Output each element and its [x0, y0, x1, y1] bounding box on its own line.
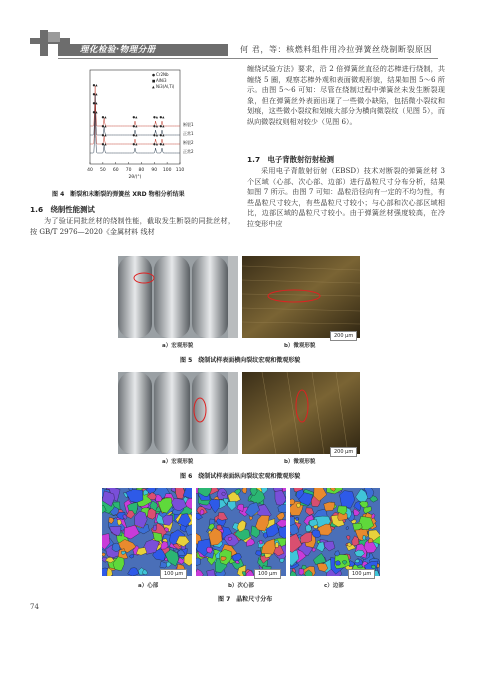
legend-label-0: Cr2Nb [156, 72, 169, 77]
figure4-caption: 图 4 断裂和未断裂的弹簧丝 XRD 物相分析结果 [52, 191, 185, 198]
series-2-peak-marker-3: ●▲ [153, 133, 159, 137]
x-tick-label-4: 80 [138, 168, 145, 173]
series-label-2: 断裂2 [183, 140, 194, 145]
series-2-peak-marker-0: ●▲ [92, 101, 98, 105]
series-2-peak-marker-2: ●▲ [132, 133, 138, 137]
figure7-caption: 图 7 晶粒尺寸分布 [218, 596, 273, 603]
figure5-caption: 图 5 绕制试样表面横向裂纹宏观和微观形貌 [180, 357, 301, 364]
legend-label-1: AlNi3 [156, 78, 167, 83]
fig7-scale-bar-c: 100 μm [348, 569, 375, 579]
x-tick-label-5: 90 [151, 168, 158, 173]
legend-symbol-1: ■ [152, 79, 156, 83]
series-label-0: 断裂1 [183, 122, 194, 127]
series-3-peak-marker-3: ●▲ [153, 142, 159, 146]
x-tick-label-6: 100 [162, 168, 172, 173]
series-3-peak-marker-0: ●▲ [92, 110, 98, 114]
fig5-sub-a: a）宏观形貌 [162, 343, 194, 349]
legend-symbol-0: ● [152, 73, 156, 77]
series-1-peak-marker-1: ●▲ [101, 124, 107, 128]
series-label-3: 正常2 [183, 149, 194, 154]
fig5-sub-b: b）微观形貌 [284, 343, 316, 349]
legend-label-2: Ni3(Al,Ti) [156, 84, 175, 89]
section-1-7-heading: 1.7 电子背散射衍射检测 [247, 155, 334, 164]
fig7-sub-a: a）心部 [138, 583, 159, 589]
fig6-sub-a: a）宏观形貌 [162, 459, 194, 465]
series-label-1: 正常1 [183, 131, 194, 136]
legend-symbol-2: ▲ [152, 85, 155, 89]
fig7-core-map [102, 488, 192, 576]
fig6-macro-photo [118, 372, 238, 454]
fig7-scale-bar-a: 100 μm [160, 569, 187, 579]
series-2-peak-marker-4: ●▲ [159, 133, 165, 137]
fig7-subcore-map [196, 488, 286, 576]
series-0-peak-marker-1: ●▲ [101, 115, 107, 119]
series-1-peak-marker-4: ●▲ [159, 124, 165, 128]
fig7-edge-map [290, 488, 380, 576]
x-tick-label-7: 110 [175, 168, 185, 173]
series-1-peak-marker-3: ●▲ [153, 124, 159, 128]
series-1-peak-marker-0: ●▲ [92, 92, 98, 96]
series-3-peak-marker-1: ●▲ [101, 142, 107, 146]
x-tick-label-3: 70 [125, 168, 132, 173]
x-tick-label-2: 60 [112, 168, 119, 173]
fig6-micro-photo [242, 372, 360, 454]
x-axis-label: 2θ/(°) [128, 175, 142, 180]
xrd-chart [50, 64, 230, 184]
right-col-para2: 采用电子背散射衍射（EBSD）技术对断裂的弹簧丝材 3 个区域（心部、次心部、边部）进行晶粒尺寸分布分析，结果如图 7 所示。由图 7 可知：晶粒沿径向有一定的不均匀性，有些晶粒尺寸较大，有些晶粒尺寸较小；与心部和次心部区域相比，边部区域的晶粒尺寸较小。由于弹簧丝材强度较高，在冷拉变形中应 [247, 166, 445, 228]
fig7-scale-bar-b: 100 μm [254, 569, 281, 579]
header-rule [58, 58, 438, 59]
running-title: 何 君，等：核燃料组件用冷拉弹簧丝绕制断裂原因 [240, 45, 433, 54]
series-line-0 [90, 86, 180, 126]
series-2-peak-marker-1: ●▲ [101, 133, 107, 137]
fig6-scale-bar: 200 μm [330, 447, 357, 457]
right-col-para1: 缠绕试验方法》要求，沿 2 倍弹簧丝直径的芯棒进行绕制，共缠绕 5 圈，观察芯棒外观和表面微观形貌，结果如图 5～6 所示。由图 5～6 可知：尽管在绕制过程中弹簧丝未发生断裂现象，但在弹簧丝外表面出现了一些微小缺陷，包括微小裂纹和划痕，这些微小裂纹和划痕大部分为横向微裂纹（见图 5），而纵向微裂纹则相对较少（见图 6）。 [247, 64, 445, 126]
fig6-sub-b: b）微观形貌 [284, 459, 316, 465]
figure6-caption: 图 6 绕制试样表面纵向裂纹宏观和微观形貌 [180, 473, 301, 480]
x-tick-label-0: 40 [87, 168, 93, 173]
fig7-sub-c: c）边部 [324, 583, 344, 589]
page-number: 74 [30, 603, 39, 611]
series-0-peak-marker-3: ●▲ [153, 115, 159, 119]
section-1-6-heading: 1.6 绕制性能测试 [30, 205, 95, 214]
grain [324, 502, 335, 511]
series-3-peak-marker-4: ●▲ [159, 142, 165, 146]
fig5-macro-photo [118, 256, 238, 338]
journal-section: 理化检验·物理分册 [80, 45, 156, 55]
x-tick-label-1: 50 [99, 168, 106, 173]
series-1-peak-marker-2: ●▲ [132, 124, 138, 128]
left-col-text: 为了验证同批丝材的绕制性能，截取发生断裂的同批丝材，按 GB/T 2976—2020《金属材料 线材 [30, 216, 235, 236]
series-3-peak-marker-2: ●▲ [132, 142, 138, 146]
fig7-sub-b: b）次心部 [228, 583, 254, 589]
series-0-peak-marker-2: ●▲ [132, 115, 138, 119]
series-0-peak-marker-4: ●▲ [159, 115, 165, 119]
series-0-peak-marker-0: ●▲ [92, 83, 98, 87]
fig5-micro-photo [242, 256, 360, 338]
fig5-scale-bar: 200 μm [330, 331, 357, 341]
